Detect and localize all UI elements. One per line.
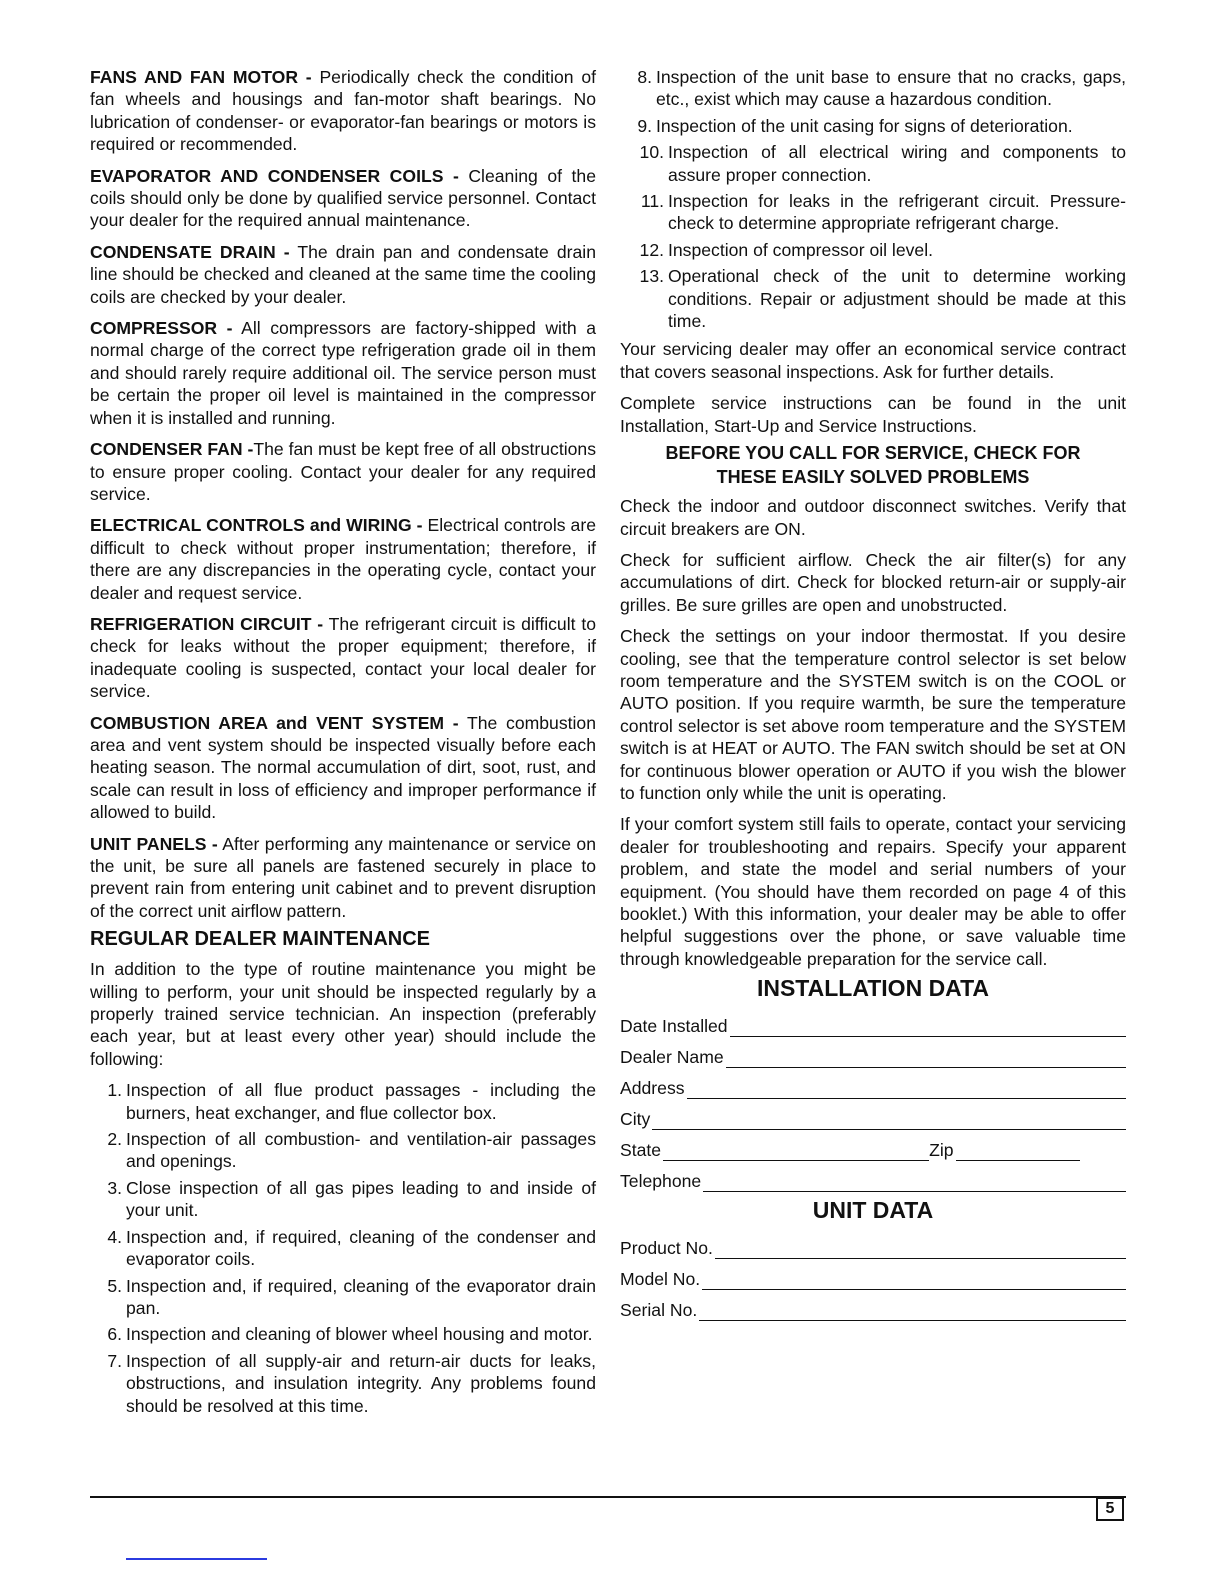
product-no-row — [620, 1228, 1126, 1259]
list-item — [620, 141, 1126, 186]
list-item — [90, 1275, 596, 1320]
paragraph-heading: UNIT PANELS - — [90, 833, 218, 854]
address-field[interactable] — [687, 1080, 1126, 1099]
dealer-name-label: Dealer Name — [620, 1046, 724, 1067]
list-item — [90, 1226, 596, 1271]
list-number: 9. — [637, 115, 652, 136]
right-column — [620, 66, 1126, 1321]
paragraph-refrigeration-circuit — [90, 613, 596, 703]
paragraph-text: The combustion area and vent system should be inspected visually before each heating season. The normal accumulation of dirt, soot, rust, and scale can result in loss of efficiency and improper performance if allowed to build. — [90, 712, 596, 823]
list-text: Inspection of all supply-air and return-air ducts for leaks, obstructions, and insulation integrity. Any problems found should be resolved at this time. — [126, 1350, 596, 1416]
date-installed-field[interactable] — [730, 1018, 1126, 1037]
paragraph-text: Periodically check the condition of fan wheels and housings and fan-motor shaft bearings. No lubrication of condenser- or evaporator-fan bearings or motors is required or recommended. — [90, 67, 596, 155]
state-zip-row — [620, 1130, 1126, 1161]
heading-line: THESE EASILY SOLVED PROBLEMS — [716, 467, 1030, 488]
paragraph-text: The refrigerant circuit is difficult to check for leaks without the proper equipment; therefore, if inadequate cooling is suspected, contact your local dealer for service. — [90, 613, 596, 702]
telephone-field[interactable] — [703, 1173, 1126, 1192]
paragraph-text: All compressors are factory-shipped with a normal charge of the correct type refrigeration grade oil in them and should rarely require additional oil. The service person must be certain the proper oil level is maintained in the compressor when it is installed and running. — [90, 318, 596, 428]
list-number: 6. — [107, 1324, 122, 1345]
complete-instructions-paragraph: Complete service instructions can be found in the unit Installation, Start-Up and Service Instructions. — [620, 393, 1126, 436]
unit-data-title: UNIT DATA — [812, 1197, 934, 1224]
page-number-box: 5 — [1096, 1497, 1124, 1521]
list-item — [90, 1323, 596, 1345]
list-item — [620, 239, 1126, 261]
model-no-label: Model No. — [620, 1268, 701, 1289]
model-no-field[interactable] — [702, 1271, 1126, 1290]
list-number: 3. — [107, 1177, 122, 1198]
paragraph-heading: CONDENSER FAN - — [90, 439, 254, 460]
serial-no-label: Serial No. — [620, 1299, 698, 1320]
paragraph-text: The fan must be kept free of all obstructions to ensure proper cooling. Contact your dealer for any required service. — [90, 439, 596, 504]
paragraph-heading: FANS AND FAN MOTOR - — [90, 67, 312, 87]
check-disconnect-switches: Check the indoor and outdoor disconnect switches. Verify that circuit breakers are ON. — [620, 496, 1126, 539]
list-number: 4. — [107, 1226, 122, 1247]
product-no-label: Product No. — [620, 1237, 713, 1258]
section-title-regular-dealer-maintenance: REGULAR DEALER MAINTENANCE — [90, 928, 430, 951]
paragraph-text: The drain pan and condensate drain line should be checked and cleaned at the same time the cooling coils are checked by your dealer. — [90, 241, 596, 307]
paragraph-heading: REFRIGERATION CIRCUIT - — [90, 613, 324, 634]
list-number: 10. — [639, 142, 664, 163]
service-contract-paragraph: Your servicing dealer may offer an economical service contract that covers seasonal inspections. Ask for further details. — [620, 339, 1126, 382]
paragraph-condenser-fan — [90, 438, 596, 505]
zip-field[interactable] — [956, 1142, 1080, 1161]
blue-underline-divider — [126, 1558, 267, 1560]
paragraph-fans-and-fan-motor — [90, 66, 596, 156]
telephone-row — [620, 1161, 1126, 1192]
dealer-name-row — [620, 1037, 1126, 1068]
paragraph-heading: COMBUSTION AREA and VENT SYSTEM - — [90, 712, 459, 733]
model-no-row — [620, 1259, 1126, 1290]
telephone-label: Telephone — [620, 1170, 702, 1191]
paragraph-heading: EVAPORATOR AND CONDENSER COILS - — [90, 165, 459, 186]
list-item — [620, 66, 1126, 111]
before-you-call-heading — [620, 441, 1126, 489]
list-text: Inspection and, if required, cleaning of the evaporator drain pan. — [126, 1275, 596, 1318]
paragraph-text: Electrical controls are difficult to check without proper instrumentation; therefore, if there are any discrepancies in the operating cycle, contact your dealer and request service. — [90, 515, 596, 603]
paragraph-heading: COMPRESSOR - — [90, 318, 233, 339]
list-number: 1. — [107, 1080, 122, 1101]
date-installed-label: Date Installed — [620, 1015, 728, 1036]
heading-line: BEFORE YOU CALL FOR SERVICE, CHECK FOR — [665, 443, 1081, 464]
list-number: 11. — [640, 191, 664, 212]
list-number: 7. — [107, 1350, 122, 1371]
serial-no-field[interactable] — [699, 1302, 1126, 1321]
list-number: 8. — [637, 67, 652, 87]
list-text: Inspection of the unit base to ensure that no cracks, gaps, etc., exist which may cause a hazardous condition. — [656, 67, 1126, 110]
address-row — [620, 1068, 1126, 1099]
maintenance-list-continued — [620, 66, 1126, 332]
list-text: Inspection of all combustion- and ventilation-air passages and openings. — [126, 1129, 596, 1172]
list-text: Inspection of all flue product passages - including the burners, heat exchanger, and flue collector box. — [126, 1080, 596, 1123]
list-item — [90, 1177, 596, 1222]
city-label: City — [620, 1108, 651, 1129]
list-item — [620, 190, 1126, 235]
installation-data-title: INSTALLATION DATA — [756, 975, 990, 1002]
list-number: 2. — [107, 1129, 122, 1150]
list-text: Close inspection of all gas pipes leading to and inside of your unit. — [126, 1177, 596, 1221]
zip-label: Zip — [929, 1139, 954, 1160]
list-item — [620, 265, 1126, 332]
footer-rule — [90, 1496, 1126, 1498]
paragraph-electrical-controls — [90, 514, 596, 604]
city-row — [620, 1099, 1126, 1130]
paragraph-text: After performing any maintenance or service on the unit, be sure all panels are fastened securely in place to prevent rain from entering unit cabinet and to prevent disruption of the correct unit airflow pattern. — [90, 833, 597, 921]
city-field[interactable] — [652, 1111, 1126, 1130]
list-item — [90, 1128, 596, 1173]
paragraph-heading: CONDENSATE DRAIN - — [90, 241, 290, 262]
left-column — [90, 66, 596, 1421]
paragraph-evaporator-condenser-coils — [90, 165, 596, 232]
list-text: Operational check of the unit to determine working conditions. Repair or adjustment should be made at this time. — [668, 266, 1126, 332]
list-number: 5. — [107, 1275, 122, 1296]
serial-no-row — [620, 1290, 1126, 1321]
list-number: 12. — [639, 239, 664, 260]
date-installed-row — [620, 1006, 1126, 1037]
address-label: Address — [620, 1077, 685, 1098]
check-thermostat: Check the settings on your indoor thermostat. If you desire cooling, see that the temperature control selector is set below room temperature and the SYSTEM switch is on the COOL or AUTO position. If you require warmth, be sure the temperature control selector is set above room temperature and the SYSTEM switch is at HEAT or AUTO. The FAN switch should be set at ON for continuous blower operation or AUTO if you wish the blower to function only while the unit is operating. — [620, 626, 1126, 803]
maintenance-intro: In addition to the type of routine maintenance you might be willing to perform, your unit should be inspected regularly by a properly trained service technician. An inspection (preferably each year, but at least every other year) should include the following: — [90, 959, 596, 1069]
paragraph-condensate-drain — [90, 241, 596, 308]
contact-dealer-paragraph: If your comfort system still fails to operate, contact your servicing dealer for troubleshooting and repairs. Specify your apparent problem, and state the model and serial numbers of your equipment. (You should have them recorded on page 4 of this booklet.) With this information, your dealer may be able to offer helpful suggestions over the phone, or save valuable time through knowledgeable preparation for the service call. — [620, 814, 1126, 969]
list-text: Inspection for leaks in the refrigerant circuit. Pressure-check to determine appropriate refrigerant charge. — [668, 191, 1126, 234]
list-number: 13. — [639, 266, 664, 287]
state-label: State — [620, 1139, 662, 1160]
list-text: Inspection of all electrical wiring and components to assure proper connection. — [668, 142, 1126, 185]
paragraph-unit-panels — [90, 833, 596, 923]
paragraph-combustion-area — [90, 712, 596, 824]
list-item — [620, 115, 1126, 137]
list-text: Inspection and, if required, cleaning of the condenser and evaporator coils. — [126, 1226, 596, 1270]
dealer-name-field[interactable] — [726, 1049, 1126, 1068]
paragraph-compressor — [90, 317, 596, 429]
list-item — [90, 1079, 596, 1124]
paragraph-heading: ELECTRICAL CONTROLS and WIRING - — [90, 515, 423, 536]
list-text: Inspection of compressor oil level. — [668, 239, 934, 260]
product-no-field[interactable] — [715, 1240, 1126, 1259]
list-item — [90, 1350, 596, 1417]
list-text: Inspection of the unit casing for signs of deterioration. — [656, 115, 1073, 136]
check-airflow: Check for sufficient airflow. Check the air filter(s) for any accumulations of dirt. Check for blocked return-air or supply-air grilles. Be sure grilles are open and unobstructed. — [620, 549, 1126, 615]
list-text: Inspection and cleaning of blower wheel housing and motor. — [126, 1324, 593, 1345]
paragraph-text: Cleaning of the coils should only be done by qualified service personnel. Contact your dealer for the required annual maintenance. — [90, 165, 596, 231]
maintenance-list — [90, 1079, 596, 1417]
state-field[interactable] — [663, 1142, 929, 1161]
